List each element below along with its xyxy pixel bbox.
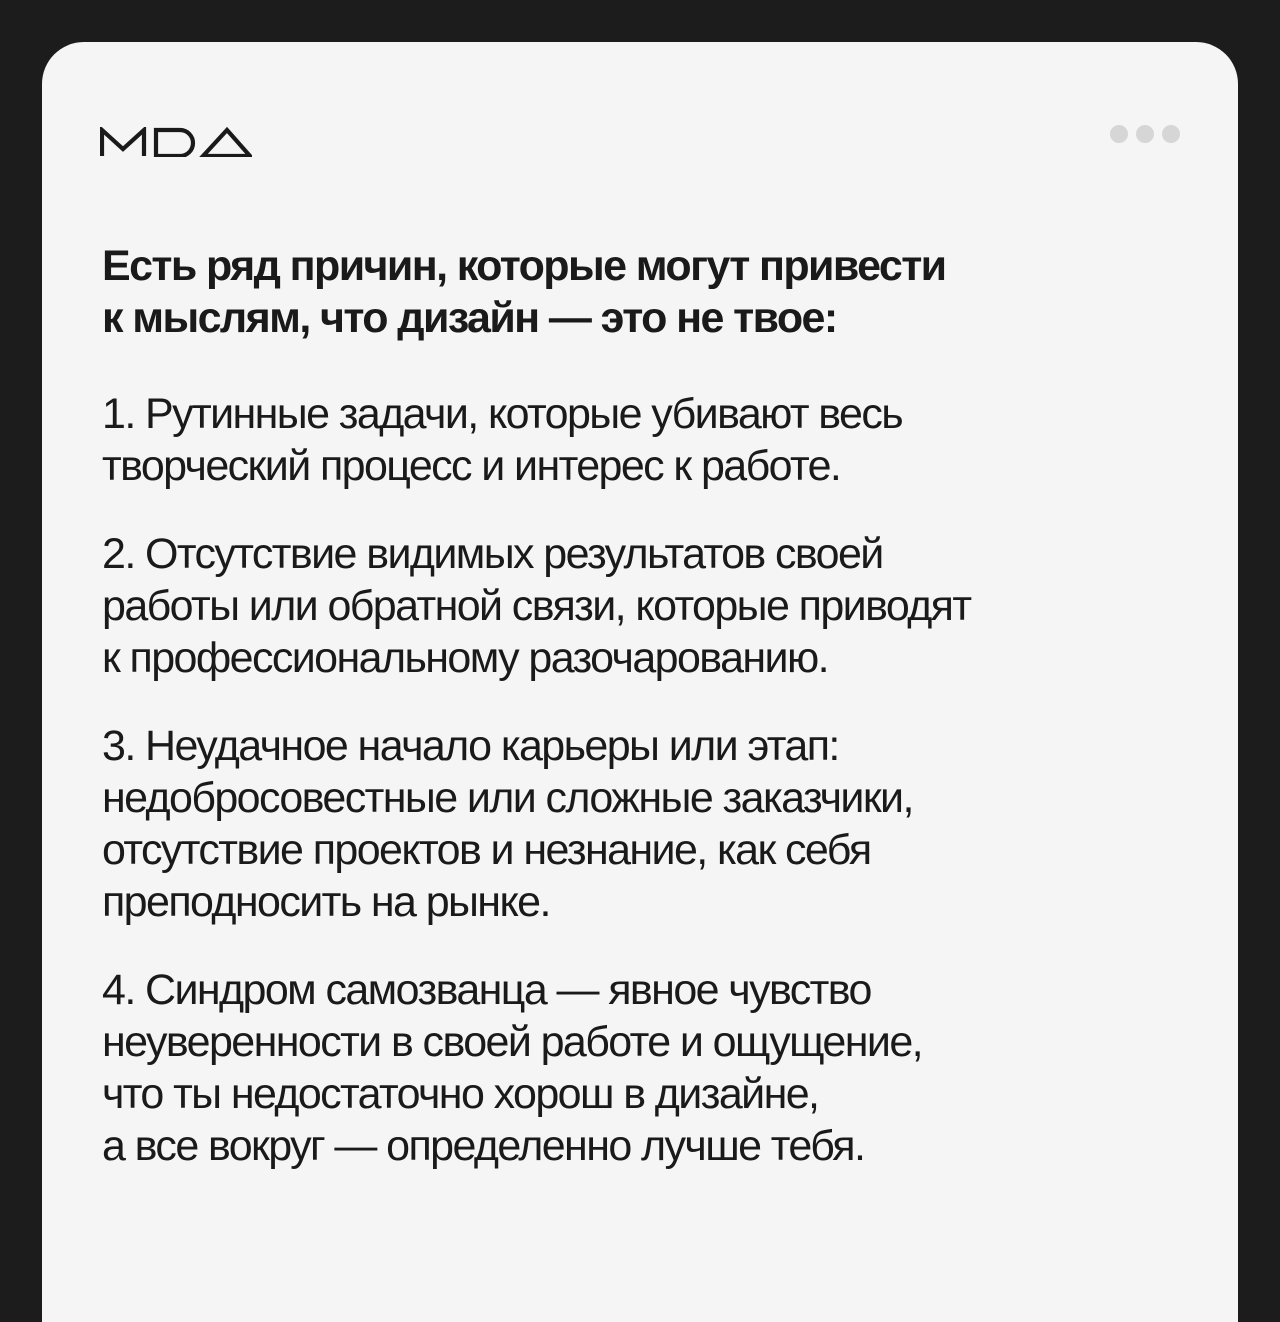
dot-icon — [1162, 125, 1180, 143]
mda-logo — [100, 127, 252, 157]
list-item-4: 4. Синдром самозванца — явное чувство неуверенности в своей работе и ощущение, что ты недостаточно хорош в дизайне, а все вокруг — определенно лучше тебя. — [102, 966, 922, 1170]
list-item-3: 3. Неудачное начало карьеры или этап: недобросовестные или сложные заказчики, отсутствие проектов и незнание, как себя преподносить на рынке. — [102, 722, 913, 926]
content-card — [42, 42, 1238, 1322]
text-content — [102, 240, 1192, 1208]
dot-icon — [1110, 125, 1128, 143]
list-item-2: 2. Отсутствие видимых результатов своей работы или обратной связи, которые приводят к профессиональному разочарованию. — [102, 530, 971, 682]
list-item-1: 1. Рутинные задачи, которые убивают весь творческий процесс и интерес к работе. — [102, 390, 903, 490]
intro-heading: Есть ряд причин, которые могут привести к мыслям, что дизайн — это не твое: — [102, 242, 946, 342]
dot-icon — [1136, 125, 1154, 143]
more-dots-icon — [1110, 125, 1180, 143]
